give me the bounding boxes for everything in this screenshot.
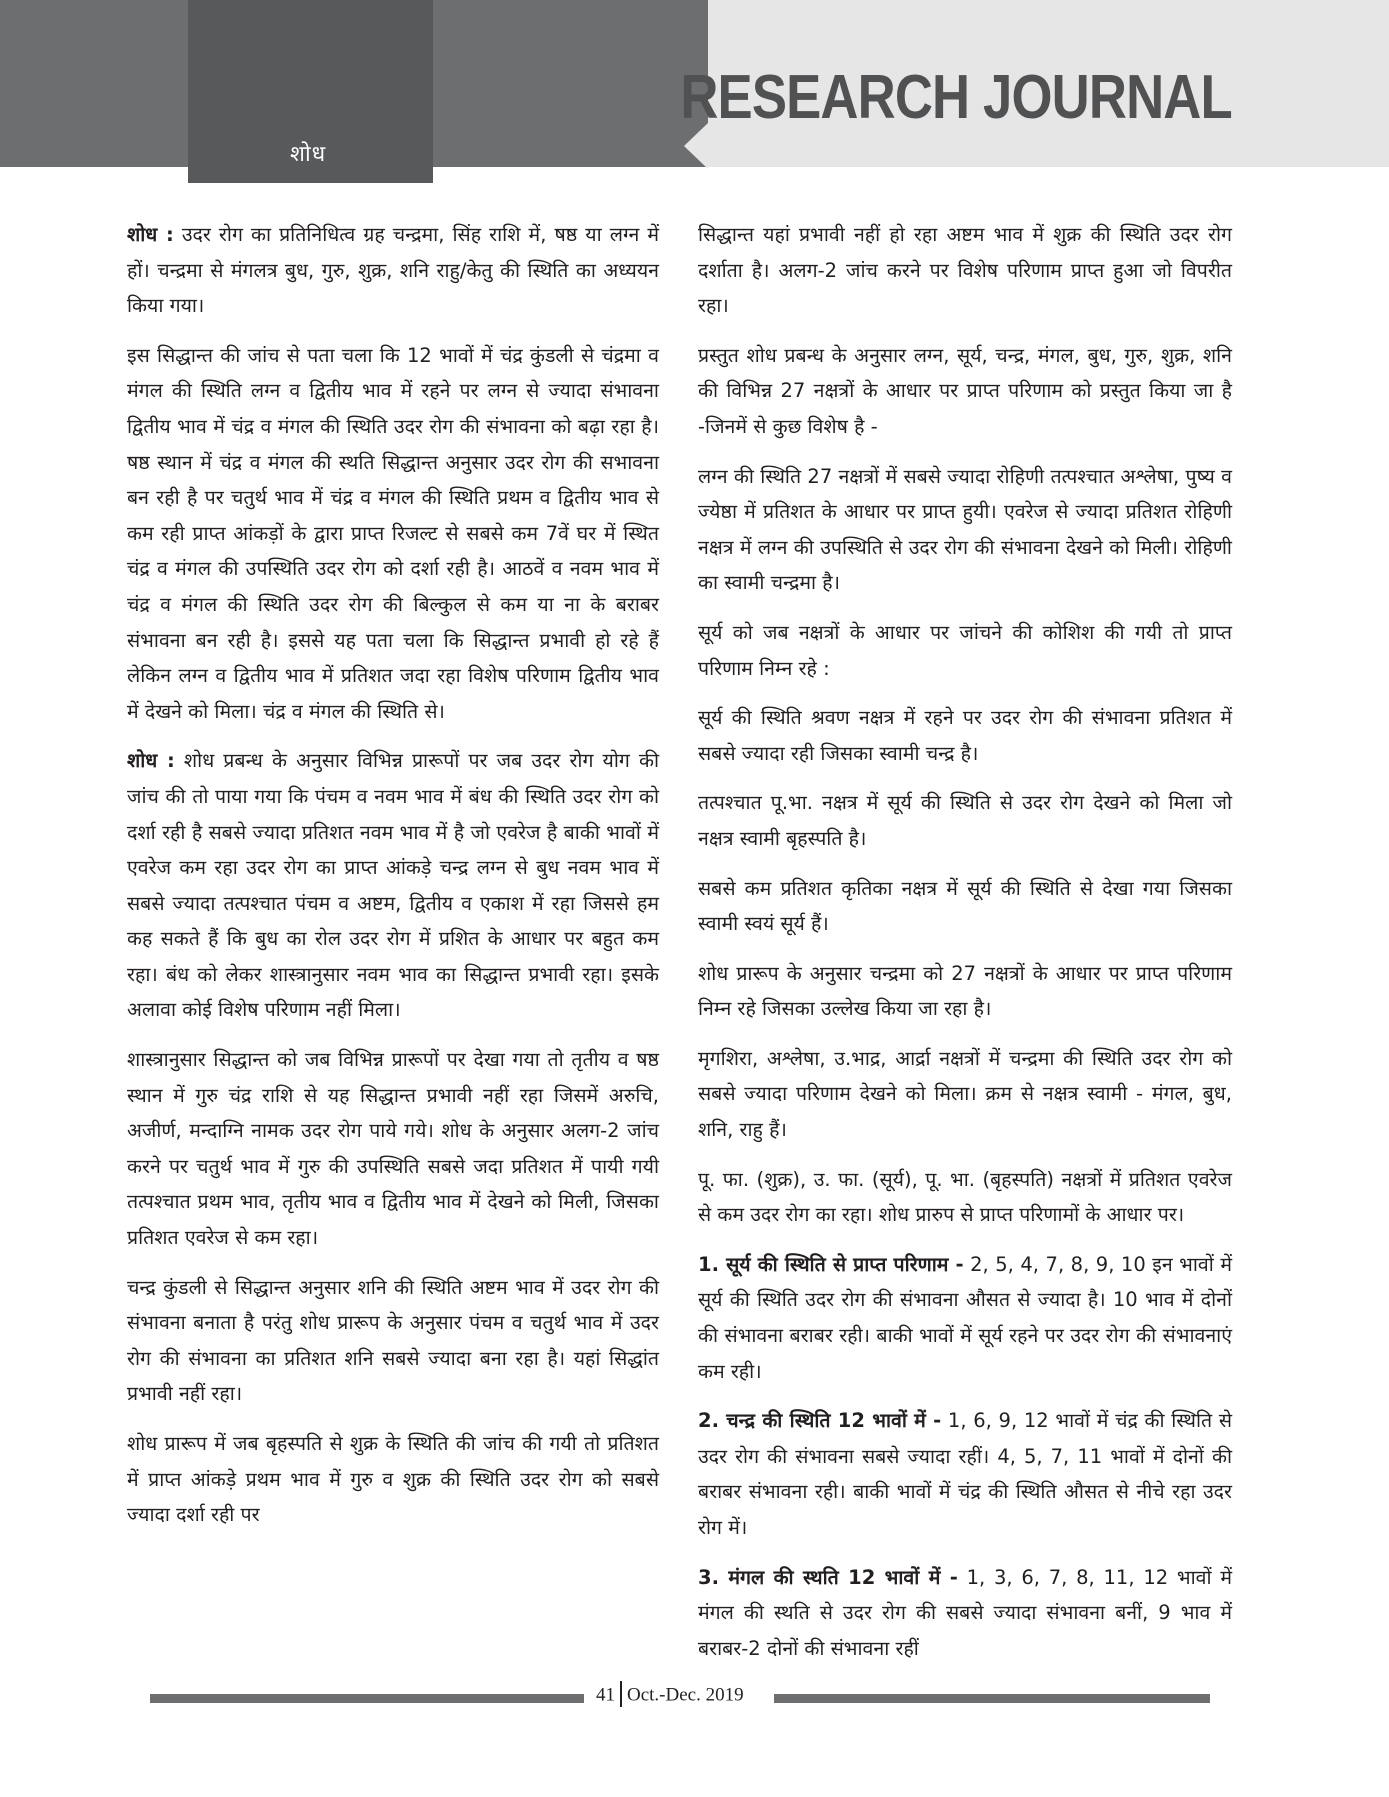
- paragraph-text: उदर रोग का प्रतिनिधित्व ग्रह चन्द्रमा, सिंह राशि में, षष्ठ या लग्न में हों। चन्द्रमा से मंगलत्र बुध, गुरु, शुक्र, शनि राहु/केतु की स्थिति का अध्ययन किया गया।: [127, 223, 659, 318]
- paragraph: प्रस्तुत शोध प्रबन्ध के अनुसार लग्न, सूर्य, चन्द्र, मंगल, बुध, गुरु, शुक्र, शनि की विभिन्न 27 नक्षत्रों के आधार पर प्राप्त परिणाम को प्रस्तुत किया जा है -जिनमें से कुछ विशेष है -: [698, 343, 1232, 438]
- paragraph-label: 1. सूर्य की स्थिति से प्राप्त परिणाम -: [698, 1252, 964, 1276]
- paragraph: सबसे कम प्रतिशत कृतिका नक्षत्र में सूर्य की स्थिति से देखा गया जिसका स्वामी स्वयं सूर्य हैं।: [698, 876, 1232, 936]
- page-number: 41: [596, 1684, 615, 1706]
- paragraph: [127, 217, 659, 324]
- paragraph-label: शोध :: [127, 223, 174, 246]
- paragraph: सूर्य को जब नक्षत्रों के आधार पर जांचने की कोशिश की गयी तो प्राप्त परिणाम निम्न रहे :: [698, 620, 1232, 680]
- right-column: [698, 217, 1232, 1680]
- issue-date: Oct.-Dec. 2019: [627, 1684, 744, 1706]
- paragraph: सूर्य की स्थिति श्रवण नक्षत्र में रहने पर उदर रोग की संभावना प्रतिशत में सबसे ज्यादा रही जिसका स्वामी चन्द्र है।: [698, 706, 1232, 765]
- paragraph-label: 2. चन्द्र की स्थिति 12 भावों में -: [698, 1409, 942, 1433]
- paragraph: सिद्धान्त यहां प्रभावी नहीं हो रहा अष्टम भाव में शुक्र की स्थिति उदर रोग दर्शाता है। अलग-2 जांच करने पर विशेष परिणाम प्राप्त हुआ जो विपरीत रहा।: [698, 223, 1232, 318]
- journal-title: RESEARCH JOURNAL: [680, 63, 1232, 132]
- paragraph: शास्त्रानुसार सिद्धान्त को जब विभिन्न प्रारूपों पर देखा गया तो तृतीय व षष्ठ स्थान में गुरु चंद्र राशि से यह सिद्धान्त प्रभावी नहीं रहा जिसमें अरुचि, अजीर्ण, मन्दाग्नि नामक उदर रोग पाये गये। शोध के अनुसार अलग-2 जांच करने पर चतुर्थ भाव में गुरु की उपस्थिति सबसे जदा प्रतिशत में पायी गयी तत्पश्चात प्रथम भाव, तृतीय भाव व द्वितीय भाव में देखने को मिली, जिसका प्रतिशत एवरेज से कम रहा।: [127, 1048, 659, 1250]
- paragraph: शोध प्रारूप के अनुसार चन्द्रमा को 27 नक्षत्रों के आधार पर प्राप्त परिणाम निम्न रहे जिसका उल्लेख किया जा रहा है।: [698, 961, 1232, 1021]
- page-footer: [596, 1683, 744, 1709]
- paragraph-text: 1, 6, 9, 12 भावों में चंद्र की स्थिति से उदर रोग की संभावना सबसे ज्यादा रहीं। 4, 5, 7, 11 भावों में दोनों की बराबर संभावना रही। बाकी भावों में चंद्र की स्थिति औसत से नीचे रहा उदर रोग में।: [698, 1409, 1233, 1539]
- footer-rule-right: [774, 1694, 1210, 1703]
- paragraph: लग्न की स्थिति 27 नक्षत्रों में सबसे ज्यादा रोहिणी तत्पश्चात अश्लेषा, पुष्य व ज्येष्ठा में प्रतिशत के आधार पर प्राप्त हुयी। एवरेज से ज्यादा प्रतिशत रोहिणी नक्षत्र में लग्न की उपस्थिति से उदर रोग की संभावना देखने को मिली। रोहिणी का स्वामी चन्द्रमा है।: [698, 464, 1232, 595]
- left-column: [127, 217, 659, 1547]
- paragraph: मृगशिरा, अश्लेषा, उ.भाद्र, आर्द्रा नक्षत्रों में चन्द्रमा की स्थिति उदर रोग को सबसे ज्यादा परिणाम देखने को मिला। क्रम से नक्षत्र स्वामी - मंगल, बुध, शनि, राहु हैं।: [698, 1046, 1232, 1142]
- paragraph: पू. फा. (शुक्र), उ. फा. (सूर्य), पू. भा. (बृहस्पति) नक्षत्रों में प्रतिशत एवरेज से कम उदर रोग का रहा। शोध प्रारुप से प्राप्त परिणामों के आधार पर।: [698, 1167, 1232, 1227]
- section-label: शोध: [290, 142, 327, 167]
- paragraph-label: 3. मंगल की स्थति 12 भावों में -: [698, 1565, 958, 1589]
- paragraph-text: 2, 5, 4, 7, 8, 9, 10 इन भावों में सूर्य की स्थिति उदर रोग की संभावना औसत से ज्यादा है। 10 भाव में दोनों की संभावना बराबर रही। बाकी भावों में सूर्य रहने पर उदर रोग की संभावनाएं कम रही।: [698, 1252, 1233, 1383]
- paragraph: शोध प्रारूप में जब बृहस्पति से शुक्र के स्थिति की जांच की गयी तो प्रतिशत में प्राप्त आंकड़े प्रथम भाव में गुरु व शुक्र की स्थिति उदर रोग को सबसे ज्यादा दर्शा रही पर: [127, 1432, 659, 1527]
- paragraph-label: शोध :: [127, 749, 175, 773]
- paragraph-text: 1, 3, 6, 7, 8, 11, 12 भावों में मंगल की स्थति से उदर रोग की सबसे ज्यादा संभावना बनीं, 9 भाव में बराबर-2 दोनों की संभावना रहीं: [698, 1565, 1233, 1660]
- paragraph-text: शोध प्रबन्ध के अनुसार विभिन्न प्रारूपों पर जब उदर रोग योग की जांच की तो पाया गया कि पंचम व नवम भाव में बंध की स्थिति उदर रोग को दर्शा रही है सबसे ज्यादा प्रतिशत नवम भाव में है जो एवरेज है बाकी भावों में एवरेज कम रहा उदर रोग का प्राप्त आंकड़े चन्द्र लग्न से बुध नवम भाव में सबसे ज्यादा तत्पश्चात पंचम व अष्टम, द्वितीय व एकाश में रहा जिससे हम कह सकते हैं कि बुध का रोल उदर रोग में प्रशित के आधार पर बहुत कम रहा। बंध को लेकर शास्त्रानुसार नवम भाव का सिद्धान्त प्रभावी रहा। इसके अलावा कोई विशेष परिणाम नहीं मिला।: [127, 749, 660, 1022]
- paragraph: [698, 1560, 1232, 1667]
- paragraph: [127, 743, 659, 1028]
- paragraph: [698, 1403, 1232, 1545]
- paragraph: चन्द्र कुंडली से सिद्धान्त अनुसार शनि की स्थिति अष्टम भाव में उदर रोग की संभावना बनाता है परंतु शोध प्रारूप के अनुसार पंचम व चतुर्थ भाव में उदर रोग की संभावना का प्रतिशत शनि सबसे ज्यादा बना रहा है। यहां सिद्धांत प्रभावी नहीं रहा।: [127, 1275, 659, 1406]
- paragraph: [698, 1247, 1232, 1389]
- paragraph: इस सिद्धान्त की जांच से पता चला कि 12 भावों में चंद्र कुंडली से चंद्रमा व मंगल की स्थिति लग्न व द्वितीय भाव में रहने पर लग्न से ज्यादा संभावना द्वितीय भाव में चंद्र व मंगल की स्थिति उदर रोग की संभावना को बढ़ा रहा है। षष्ठ स्थान में चंद्र व मंगल की स्थति सिद्धान्त अनुसार उदर रोग की सभावना बन रही है पर चतुर्थ भाव में चंद्र व मंगल की स्थिति प्रथम व द्वितीय भाव से कम रही प्राप्त आंकड़ों के द्वारा प्राप्त रिजल्ट से सबसे कम 7वें घर में स्थित चंद्र व मंगल की उपस्थिति उदर रोग को दर्शा रही है। आठवें व नवम भाव में चंद्र व मंगल की स्थिति उदर रोग की बिल्कुल से कम या ना के बराबर संभावना बन रही है। इससे यह पता चला कि सिद्धान्त प्रभावी हो रहे हैं लेकिन लग्न व द्वितीय भाव में प्रतिशत जदा रहा विशेष परिणाम द्वितीय भाव में देखने को मिला। चंद्र व मंगल की स्थिति से।: [127, 343, 659, 723]
- paragraph: तत्पश्चात पू.भा. नक्षत्र में सूर्य की स्थिति से उदर रोग देखने को मिला जो नक्षत्र स्वामी बृहस्पति है।: [698, 791, 1232, 850]
- footer-separator: [620, 1681, 622, 1707]
- footer-rule-left: [150, 1694, 584, 1703]
